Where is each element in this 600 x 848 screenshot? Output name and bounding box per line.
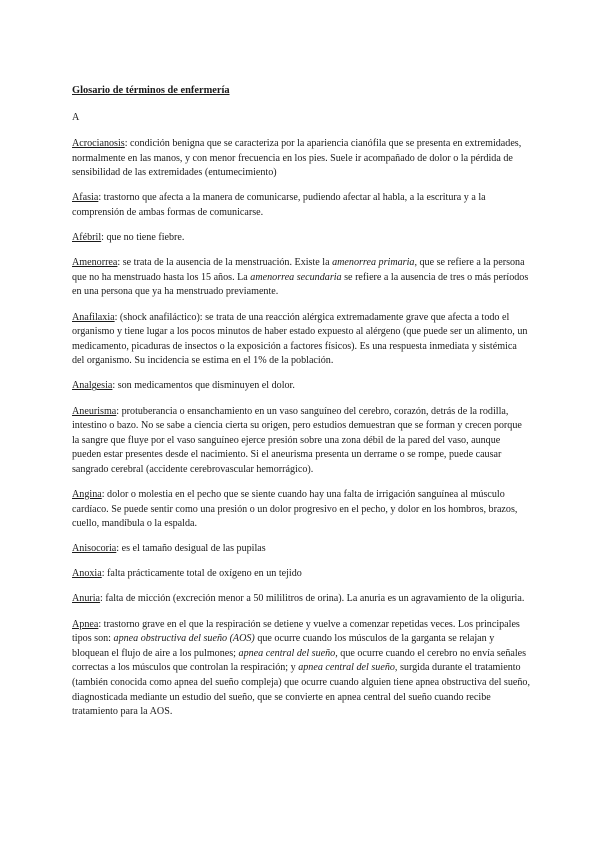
glossary-list	[72, 137, 530, 720]
glossary-entry	[72, 618, 530, 720]
glossary-definition: : trastorno grave en el que la respiración se detiene y vuelve a comenzar repetidas veces. Los principales tipos son:	[72, 618, 520, 645]
glossary-definition: : falta prácticamente total de oxígeno en un tejido	[101, 568, 302, 580]
glossary-definition-italic: amenorrea primaria	[332, 257, 415, 269]
glossary-entry	[72, 488, 530, 532]
glossary-definition: : protuberancia o ensanchamiento en un vaso sanguíneo del cerebro, corazón, detrás de la rodilla, intestino o bazo. No se sabe a ciencia cierta su origen, pero estudios demuestran que se forman y crecen porque la sangre que fluye por el vaso sanguíneo ejerce presión sobre una zona débil de la pared del vaso, aunque pueden estar presentes desde el nacimiento. Si el aneurisma presenta un derrame o se rompe, puede causar sangrado cerebral (accidente cerebrovascular hemorrágico).	[72, 405, 522, 475]
glossary-term: Anisocoria	[72, 543, 117, 555]
glossary-entry	[72, 379, 530, 394]
glossary-term: Apnea	[72, 618, 99, 630]
glossary-entry	[72, 231, 530, 246]
glossary-definition: : trastorno que afecta a la manera de comunicarse, pudiendo afectar al habla, a la escritura y a la comprensión de ambas formas de comunicarse.	[72, 192, 486, 219]
glossary-definition: : que no tiene fiebre.	[101, 232, 185, 244]
glossary-definition: que ocurre cuando los músculos de la garganta se relajan y bloquean el flujo de aire a los pulmones;	[72, 633, 495, 659]
glossary-definition: , surgida durante el tratamiento (también conocida como apnea del sueño compleja) que ocurre cuando alguien tiene apnea obstructiva del sueño, diagnosticada mediante un estudio del sueño, que se convierte en apnea central del sueño cuando recibe tratamiento para la AOS.	[72, 662, 530, 718]
glossary-entry	[72, 256, 530, 300]
glossary-entry	[72, 567, 530, 582]
glossary-term: Anafilaxia	[72, 311, 115, 323]
glossary-term: Afébril	[72, 232, 102, 244]
glossary-term: Anoxia	[72, 568, 102, 580]
glossary-entry	[72, 405, 530, 478]
glossary-definition-italic: apnea obstructiva del sueño (AOS)	[113, 633, 255, 645]
glossary-definition-italic: amenorrea secundaria	[250, 271, 342, 283]
glossary-entry	[72, 137, 530, 181]
glossary-entry	[72, 592, 530, 607]
glossary-term: Aneurisma	[72, 405, 117, 417]
glossary-definition: se refiere a la ausencia de tres o más períodos en una persona que ya ha menstruado previamente.	[72, 271, 529, 298]
glossary-term: Afasia	[72, 192, 99, 204]
glossary-definition: : son medicamentos que disminuyen el dolor.	[112, 380, 295, 392]
glossary-entry	[72, 311, 530, 369]
document-title: Glosario de términos de enfermería	[72, 85, 230, 96]
glossary-entry	[72, 542, 530, 557]
glossary-definition: , que se refiere a la persona que no ha menstruado hasta los 15 años. La	[72, 257, 525, 283]
glossary-definition: : es el tamaño desigual de las pupilas	[116, 543, 266, 555]
glossary-term: Amenorrea	[72, 257, 118, 269]
section-letter: A	[72, 111, 80, 123]
glossary-term: Angina	[72, 488, 102, 500]
glossary-entry	[72, 191, 530, 220]
glossary-term: Acrocianosis	[72, 138, 125, 150]
glossary-definition: , que ocurre cuando el cerebro no envía señales correctas a los músculos que controlan la respiración; y	[72, 647, 527, 674]
glossary-definition: : dolor o molestia en el pecho que se siente cuando hay una falta de irrigación sanguínea al músculo cardíaco. Se puede sentir como una presión o un dolor progresivo en el pecho, y dolor en los hombros, brazos, cuello, mandíbula o la espalda.	[72, 488, 518, 530]
glossary-definition: : falta de micción (excreción menor a 50 mililitros de orina). La anuria es un agravamiento de la oliguria.	[100, 593, 525, 605]
glossary-definition: : se trata de la ausencia de la menstruación. Existe la	[117, 257, 333, 269]
document-page	[72, 84, 530, 730]
glossary-definition-italic: apnea central del sueño	[238, 647, 336, 659]
glossary-definition: : (shock anafiláctico): se trata de una reacción alérgica extremadamente grave que afecta a todo el organismo y tiene lugar a los pocos minutos de haber estado expuesto al alérgeno (que puede ser un alimento, un medicamento, picaduras de insectos o la exposición a factores físicos). Es una respuesta inmediata y sistémica del organismo. Su incidencia se estima en el 1% de la población.	[72, 311, 528, 367]
glossary-definition: : condición benigna que se caracteriza por la apariencia cianófila que se presenta en extremidades, normalmente en las manos, y con menor frecuencia en los pies. Suele ir acompañado de dolor o la pérdida de sensibilidad de las extremidades (entumecimiento)	[72, 138, 522, 179]
glossary-term: Analgesia	[72, 380, 113, 392]
glossary-term: Anuria	[72, 593, 101, 605]
glossary-definition-italic: apnea central del sueño	[298, 662, 395, 674]
